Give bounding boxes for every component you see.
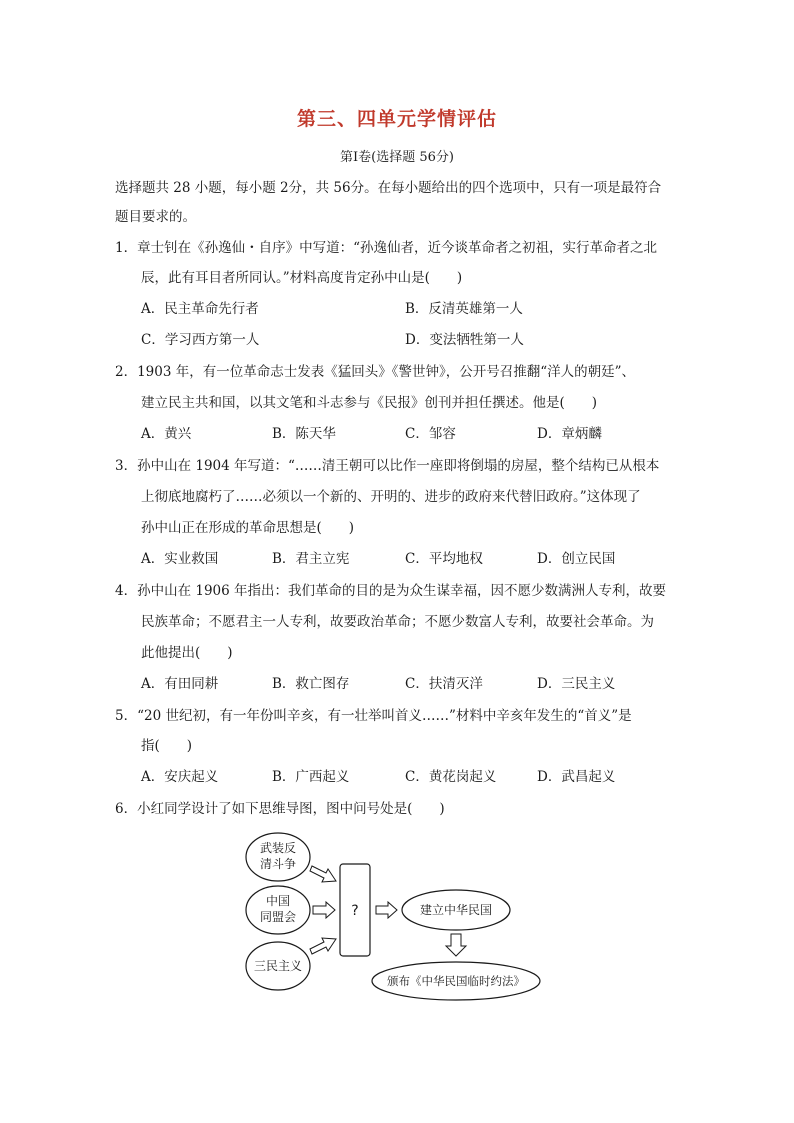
arrow-top-to-center bbox=[310, 866, 336, 882]
question-3-option-d[interactable]: D．创立民国 bbox=[537, 551, 616, 567]
node-three-principles-text: 三民主义 bbox=[253, 959, 303, 973]
question-2-option-b[interactable]: B．陈天华 bbox=[272, 426, 336, 442]
page-title: 第三、四单元学情评估 bbox=[296, 108, 497, 130]
question-4-option-a[interactable]: A．有田同耕 bbox=[141, 676, 219, 692]
node-tongmenghui-text-1: 中国 bbox=[265, 894, 291, 908]
arrow-middle-to-center bbox=[313, 902, 335, 918]
question-3-option-a[interactable]: A．实业救国 bbox=[141, 551, 219, 567]
question-4-option-b[interactable]: B．救亡图存 bbox=[272, 676, 350, 692]
question-1-option-c[interactable]: C．学习西方第一人 bbox=[141, 332, 260, 348]
question-2-option-d[interactable]: D．章炳麟 bbox=[537, 426, 602, 442]
question-1-option-d[interactable]: D．变法牺牲第一人 bbox=[405, 332, 524, 348]
question-1-option-b[interactable]: B．反清英雄第一人 bbox=[405, 301, 523, 317]
question-2-option-a[interactable]: A．黄兴 bbox=[141, 426, 192, 442]
instructions-line-2: 题目要求的。 bbox=[115, 209, 196, 225]
instructions-line-1: 选择题共 28 小题，每小题 2分，共 56分。在每小题给出的四个选项中，只有一项是最符合 bbox=[115, 180, 662, 196]
question-4-line-1: 4．孙中山在 1906 年指出：我们革命的目的是为众生谋幸福，因不愿少数满洲人专利，故要 bbox=[115, 583, 667, 599]
question-4-option-c[interactable]: C．扶清灭洋 bbox=[405, 676, 483, 692]
arrow-down bbox=[446, 934, 466, 956]
question-1-option-a[interactable]: A．民主革命先行者 bbox=[141, 301, 259, 317]
question-5-option-d[interactable]: D．武昌起义 bbox=[537, 769, 616, 785]
question-3-line-1: 3．孙中山在 1904 年写道：“……清王朝可以比作一座即将倒塌的房屋，整个结构已从根本 bbox=[115, 458, 660, 474]
question-6-line-1: 6．小红同学设计了如下思维导图，图中问号处是( ) bbox=[115, 801, 445, 817]
node-provisional-constitution-text: 颁布《中华民国临时约法》 bbox=[387, 974, 525, 988]
question-2-option-c[interactable]: C．邹容 bbox=[405, 426, 456, 442]
question-2-line-1: 2．1903 年，有一位革命志士发表《猛回头》《警世钟》，公开号召推翻“洋人的朝廷”、 bbox=[115, 364, 636, 380]
question-5-line-1: 5．“20 世纪初，有一年份叫辛亥，有一壮举叫首义……”材料中辛亥年发生的“首义”是 bbox=[115, 708, 632, 724]
mind-map-diagram bbox=[240, 828, 560, 1003]
question-3-line-3: 孙中山正在形成的革命思想是( ) bbox=[141, 520, 355, 536]
section-subtitle: 第Ⅰ卷(选择题 56分) bbox=[340, 150, 454, 165]
question-1-line-2: 辰，此有耳目者所同认。”材料高度肯定孙中山是( ) bbox=[141, 270, 463, 286]
question-3-option-c[interactable]: C．平均地权 bbox=[405, 551, 483, 567]
question-5-option-c[interactable]: C．黄花岗起义 bbox=[405, 769, 497, 785]
question-5-option-a[interactable]: A．安庆起义 bbox=[141, 769, 219, 785]
node-armed-struggle-text-2: 清斗争 bbox=[259, 857, 297, 871]
node-establish-roc-text: 建立中华民国 bbox=[419, 903, 493, 917]
arrow-bottom-to-center bbox=[310, 938, 336, 954]
node-tongmenghui-text-2: 同盟会 bbox=[259, 910, 297, 924]
question-4-option-d[interactable]: D．三民主义 bbox=[537, 676, 616, 692]
arrow-center-to-right bbox=[376, 902, 397, 918]
question-1-line-1: 1．章士钊在《孙逸仙・自序》中写道：“孙逸仙者，近今谈革命者之初祖，实行革命者之北 bbox=[115, 240, 657, 256]
question-5-option-b[interactable]: B．广西起义 bbox=[272, 769, 350, 785]
node-armed-struggle-text-1: 武装反 bbox=[259, 841, 297, 855]
question-5-line-2: 指( ) bbox=[141, 738, 193, 754]
question-2-line-2: 建立民主共和国，以其文笔和斗志参与《民报》创刊并担任撰述。他是( ) bbox=[141, 395, 598, 411]
question-mark-text: ? bbox=[351, 903, 359, 919]
question-3-line-2: 上彻底地腐朽了……必须以一个新的、开明的、进步的政府来代替旧政府。”这体现了 bbox=[141, 489, 641, 505]
question-4-line-3: 此他提出( ) bbox=[141, 645, 233, 661]
question-3-option-b[interactable]: B．君主立宪 bbox=[272, 551, 350, 567]
question-4-line-2: 民族革命；不愿君主一人专利，故要政治革命；不愿少数富人专利，故要社会革命。为 bbox=[141, 614, 654, 630]
